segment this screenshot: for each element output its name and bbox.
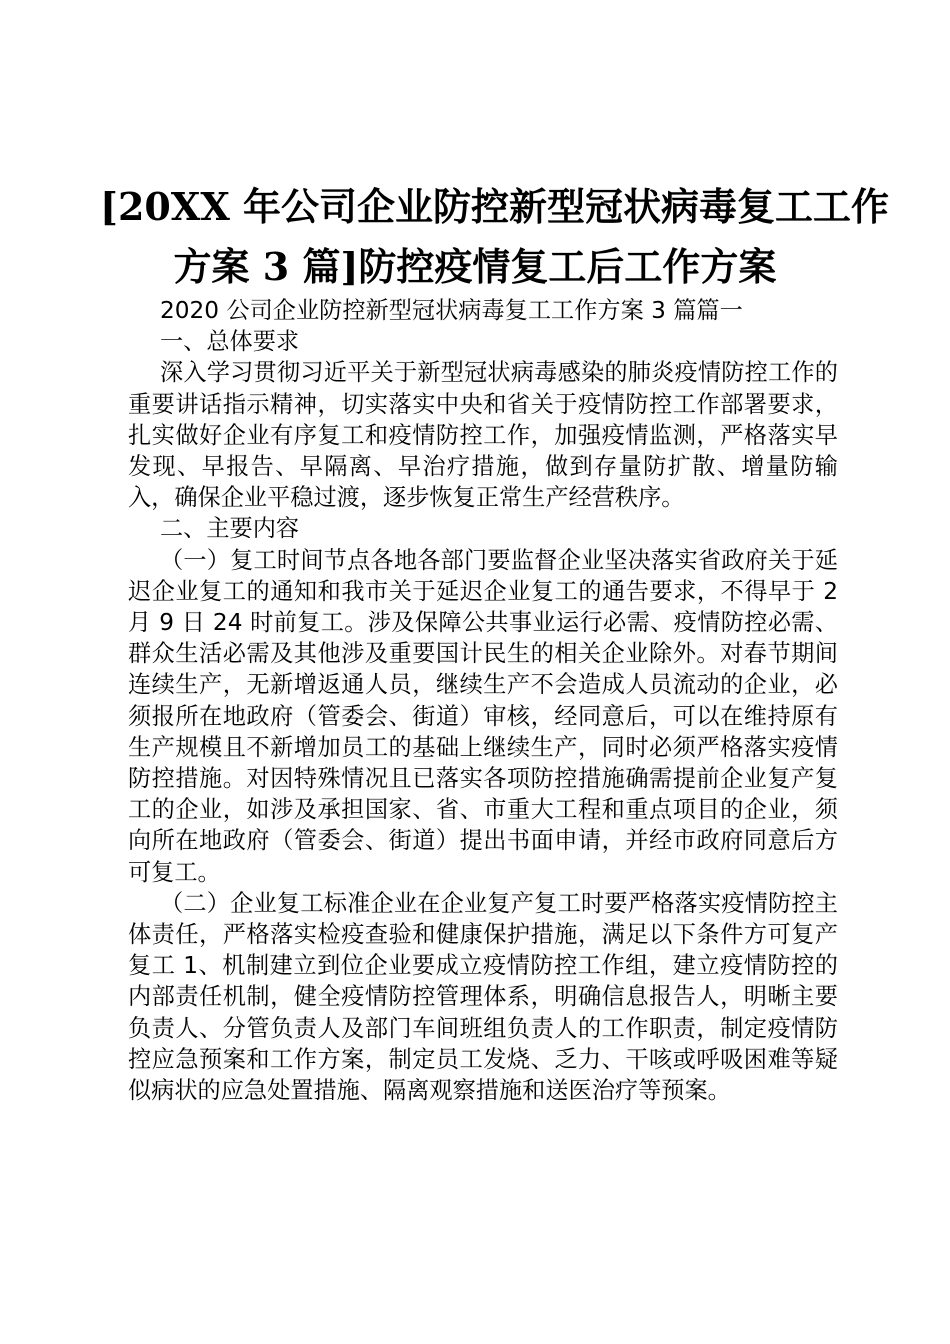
- document-body: [128, 295, 838, 1106]
- section-heading-main-content: 二、主要内容: [160, 515, 300, 543]
- section-heading-general-requirements: 一、总体要求: [160, 328, 300, 356]
- document-subtitle: 2020 公司企业防控新型冠状病毒复工工作方案 3 篇篇一: [160, 297, 743, 324]
- paragraph-resumption-timing: （一）复工时间节点各地各部门要监督企业坚决落实省政府关于延迟企业复工的通知和我市关于延迟企业复工的通告要求，不得早于 2 月 9 日 24 时前复工。涉及保障公共事业运行必需、疫情防控必需、群众生活必需及其他涉及重要国计民生的相关企业除外。对春节期间连续生产，无新增返通人员，继续生产不会造成人员流动的企业，必须报所在地政府（管委会、街道）审核，经同意后，可以在维持原有生产规模且不新增加员工的基础上继续生产，同时必须严格落实疫情防控措施。对因特殊情况且已落实各项防控措施确需提前企业复产复工的企业，如涉及承担国家、省、市重大工程和重点项目的企业，须向所在地政府（管委会、街道）提出书面申请，并经市政府同意后方可复工。: [128, 546, 838, 886]
- document-title-line-1: [20XX 年公司企业防控新型冠状病毒复工工作: [100, 184, 890, 229]
- document-title-line-2: 方案 3 篇]防控疫情复工后工作方案: [173, 244, 777, 289]
- paragraph-resumption-standards: （二）企业复工标准企业在企业复产复工时要严格落实疫情防控主体责任，严格落实检疫查验和健康保护措施，满足以下条件方可复产复工 1、机制建立到位企业要成立疫情防控工作组，建立疫情防控的内部责任机制，健全疫情防控管理体系，明确信息报告人，明晰主要负责人、分管负责人及部门车间班组负责人的工作职责，制定疫情防控应急预案和工作方案，制定员工发烧、乏力、干咳或呼吸困难等疑似病状的应急处置措施、隔离观察措施和送医治疗等预案。: [128, 889, 838, 1105]
- paragraph-general-requirements: 深入学习贯彻习近平关于新型冠状病毒感染的肺炎疫情防控工作的重要讲话指示精神，切实落实中央和省关于疫情防控工作部署要求，扎实做好企业有序复工和疫情防控工作，加强疫情监测，严格落实早发现、早报告、早隔离、早治疗措施，做到存量防扩散、增量防输入，确保企业平稳过渡，逐步恢复正常生产经营秩序。: [128, 359, 838, 512]
